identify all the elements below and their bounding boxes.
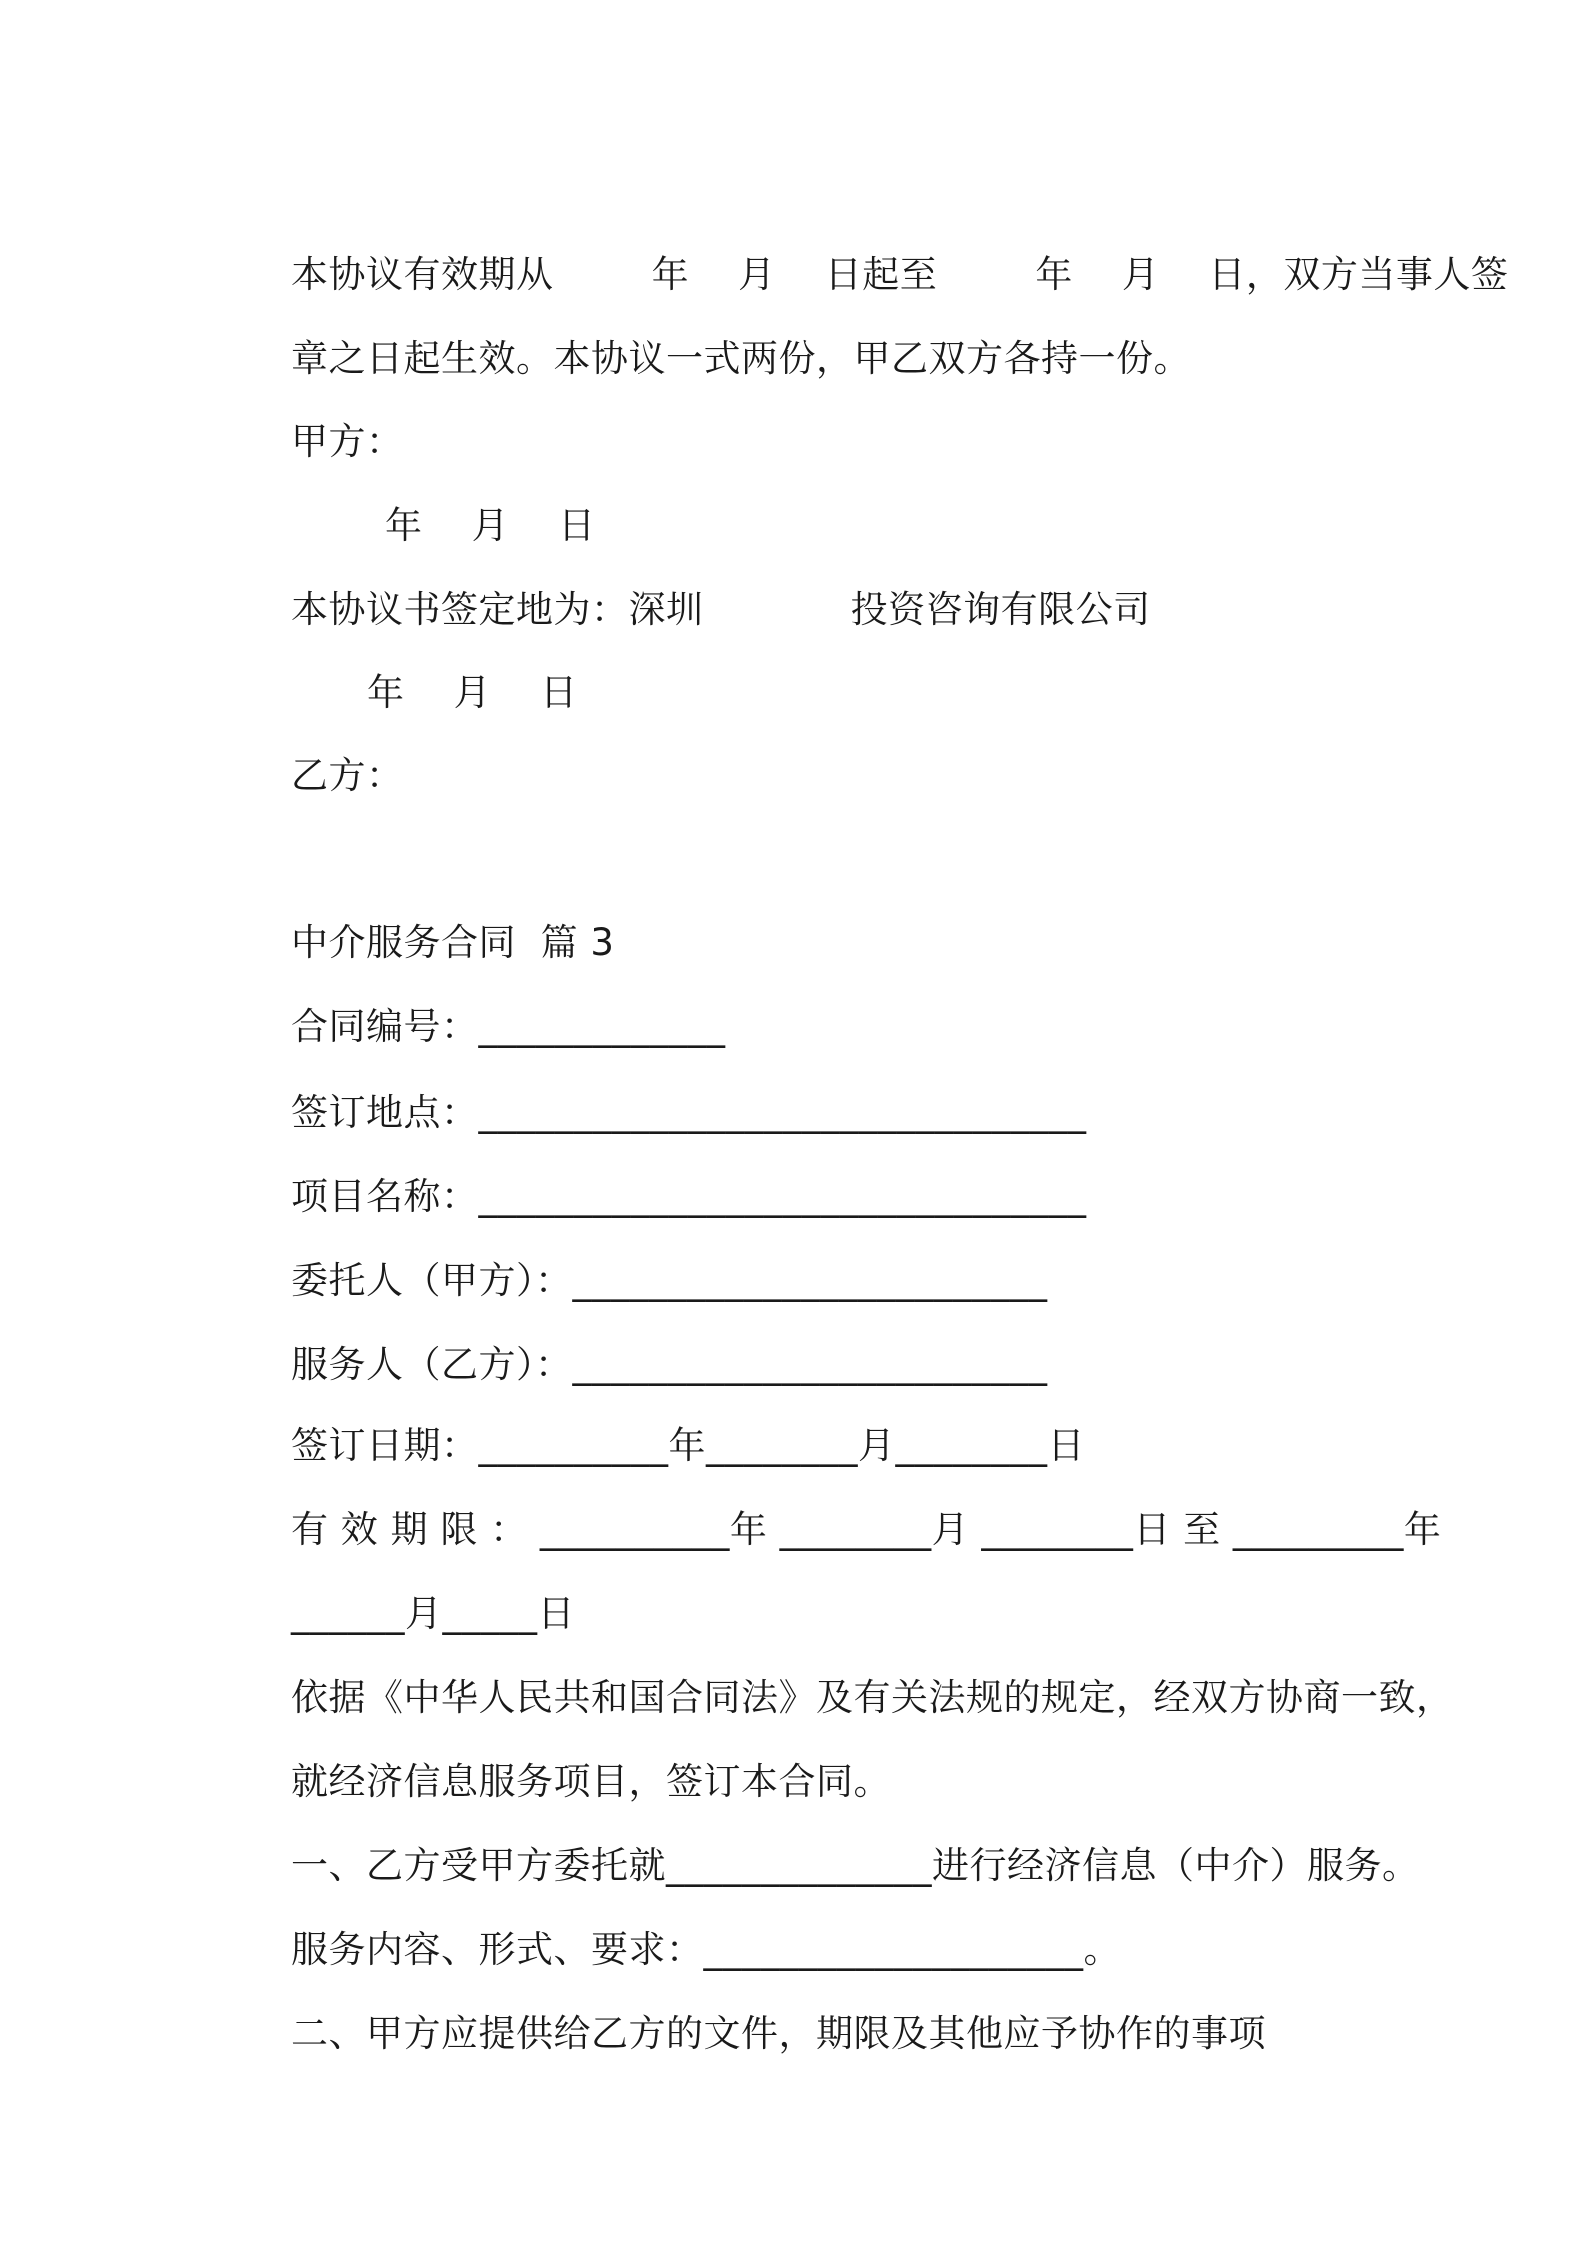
contract-number-field <box>242 958 726 1048</box>
clause-2-text: 二、甲方应提供给乙方的文件，期限及其他应予协作的事项 <box>291 2012 1267 2055</box>
validity-clause-line-1 <box>242 206 1509 296</box>
party-b-label <box>242 707 404 797</box>
project-name-field <box>242 1128 1087 1218</box>
validity-clause-line-2 <box>242 290 1192 380</box>
party-a-date-text: 年 月 日 <box>385 504 596 547</box>
party-b-date <box>318 624 578 714</box>
preamble-text-1: 依据《中华人民共和国合同法》及有关法规的规定，经双方协商一致， <box>291 1676 1454 1719</box>
signing-place-text: 本协议书签定地为：深圳 投资咨询有限公司 <box>291 588 1151 631</box>
entrustor-text: 委托人（甲方）：_________________________ <box>291 1259 1048 1302</box>
clause-1-content-text: 服务内容、形式、要求：____________________。 <box>291 1928 1122 1971</box>
signing-date-field <box>242 1377 1086 1467</box>
contract-title-text: 中介服务合同 篇 3 <box>291 921 615 964</box>
service-provider-field <box>242 1296 1048 1386</box>
validity-period-text-2: ______月_____日 <box>291 1592 576 1635</box>
project-name-text: 项目名称：________________________________ <box>291 1175 1087 1218</box>
party-b-date-text: 年 月 日 <box>367 671 578 714</box>
party-a-date <box>336 457 596 547</box>
party-a-label-text: 甲方： <box>291 420 404 463</box>
validity-period-field-2 <box>242 1545 576 1635</box>
signing-date-text: 签订日期：__________年________月________日 <box>291 1424 1086 1467</box>
validity-clause-text-2: 章之日起生效。本协议一式两份，甲乙双方各持一份。 <box>291 337 1192 380</box>
signing-place <box>242 541 1151 631</box>
validity-clause-text-1: 本协议有效期从 年 月 日起至 年 月 日，双方当事人签 <box>291 253 1509 296</box>
preamble-line-1 <box>242 1629 1454 1719</box>
contract-title <box>242 874 615 964</box>
signing-location-text: 签订地点：________________________________ <box>291 1091 1087 1134</box>
preamble-text-2: 就经济信息服务项目，签订本合同。 <box>291 1760 892 1803</box>
entrustor-field <box>242 1212 1048 1302</box>
service-provider-text: 服务人（乙方）：_________________________ <box>291 1343 1048 1386</box>
party-a-label <box>242 373 404 463</box>
preamble-line-2 <box>242 1713 892 1803</box>
party-b-label-text: 乙方： <box>291 754 404 797</box>
validity-period-text-1: 有 效 期 限 ： __________年 ________月 ________日 至 _________年 <box>291 1508 1442 1551</box>
signing-location-field <box>242 1044 1087 1134</box>
clause-1 <box>242 1797 1420 1887</box>
validity-period-field-1 <box>242 1461 1442 1551</box>
clause-1-content <box>242 1881 1122 1971</box>
clause-2 <box>242 1965 1267 2055</box>
clause-1-text: 一、乙方受甲方委托就______________进行经济信息（中介）服务。 <box>291 1844 1420 1887</box>
contract-number-text: 合同编号：_____________ <box>291 1005 726 1048</box>
